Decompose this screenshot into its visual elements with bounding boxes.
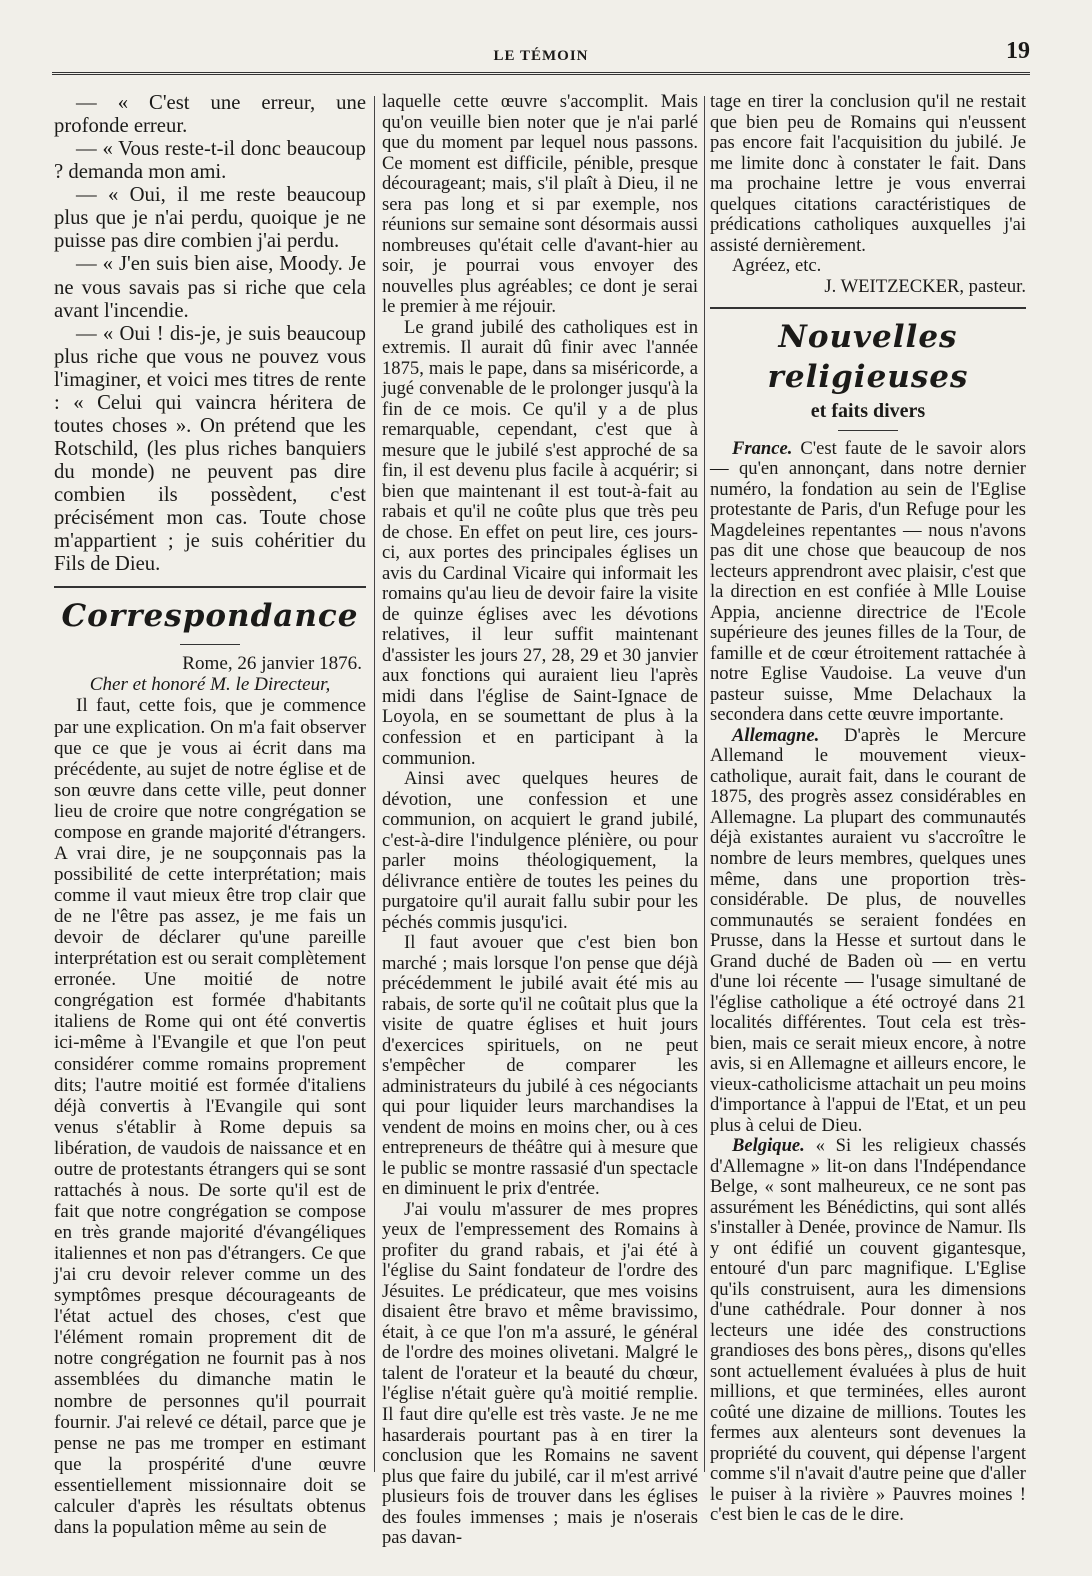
header-rule	[52, 72, 1030, 75]
letter-signature: J. WEITZECKER, pasteur.	[824, 275, 1026, 297]
news-item-allemagne	[710, 726, 1026, 1136]
column-3	[710, 92, 1026, 1526]
story-conclusion	[54, 92, 366, 576]
paragraph: Ainsi avec quelques heures de dévotion, une confession et une communion, on acquiert le grand jubilé, c'est-à-dire l'indulgence plénière, ou pour parler moins théologiquement, la délivrance entière de toutes les peines du purgatoire qu'il aurait fallu subir pour les péchés commis jusqu'ici.	[382, 768, 698, 933]
news-item-belgique	[710, 1136, 1026, 1526]
paragraph: J'ai voulu m'assurer de mes propres yeux de l'empressement des Romains à profiter du grand rabais, et j'ai été à l'église du Saint fondateur de l'ordre des Jésuites. Le prédicateur, que mes voisins disaient être bravo et même bravissimo, était, à ce que l'on m'a assuré, le général de l'ordre des moines olivetani. Malgré le talent de l'orateur et la beauté du chœur, l'église n'était guère qu'à moitié remplie. Il faut dire qu'elle est très vaste. Je ne me hasarderais pourtant pas à en tirer la conclusion que les Romains ne savent plus que faire du jubilé, car il m'est arrivé plusieurs fois de trouver dans les églises des foules immenses ; mais je n'oserais pas davan-	[382, 1198, 698, 1549]
news-text: C'est faute de le savoir alors — qu'en annonçant, dans notre dernier numéro, la fondation au sein de l'Eglise protestante de Paris, d'un Refuge pour les Magdeleines repentantes — nous n'avons pas dit une chose que beaucoup de nos lecteurs apprendront avec plaisir, c'est que la direction en est confiée à Mlle Louise Appia, ancienne directrice de l'Ecole supérieure des jeunes filles de la Tour, de famille et de cœur étroitement rattachée à notre Eglise Vaudoise. La veuve d'un pasteur suisse, Mme Delachaux la secondera dans cette œuvre importante.	[710, 437, 1026, 726]
section-heading-nouvelles: Nouvelles religieuses	[767, 319, 969, 396]
section-rule	[54, 586, 366, 588]
paragraph: — « Oui, il me reste beaucoup plus que je n'ai perdu, quoique je ne puisse pas dire combien j'ai perdu.	[54, 184, 366, 253]
country-label: Allemagne.	[732, 724, 820, 746]
country-label: Belgique.	[732, 1135, 805, 1157]
section-subheading: et faits divers	[810, 400, 926, 423]
news-text: « Si les religieux chassés d'Allemagne » lit-on dans l'Indépendance Belge, « sont malheureux, ce ne sont pas assurément les Bénédictins, qui sont allés s'installer à Denée, province de Namur. Ils y ont édifié un couvent gigantesque, entouré d'un parc magnifique. L'Eglise qu'ils construisent, aura les dimensions d'une cathédrale. Pour donner à nos lecteurs une idée des constructions grandioses des bons pères,, disons qu'elles sont actuellement évaluées à plus de huit millions, et que terminées, elles auront coûté une dizaine de millions. Toutes les fermes aux alenteurs sont devenues la propriété du couvent, qui dépense l'argent comme s'il n'avait d'autre peine que d'aller le puiser à la rivière » Pauvres moines ! c'est bien le cas de le dire.	[710, 1135, 1026, 1526]
news-text: D'après le Mercure Allemand le mouvement vieux-catholique, aurait fait, dans le courant de 1875, des progrès assez considérables en Allemagne. La plupart des communautés déjà existantes auraient vu s'accroître le nombre de leurs membres, quelques unes même, dans une proportion très-considérable. De plus, de nouvelles communautés se seraient fondées en Prusse, dans la Hesse et surtout dans le Grand duché de Baden où — en vertu d'une loi récente — l'usage simultané de l'église catholique a été octroyé dans 21 localités différentes. Tout cela est très-bien, mais ce serait mieux encore, à notre avis, si en Allemagne et ailleurs encore, le vieux-catholicisme attachait un peu moins d'importance à l'appui de l'Etat, et un peu plus à celui de Dieu.	[710, 724, 1026, 1136]
paragraph: tage en tirer la conclusion qu'il ne restait que bien peu de Romains qui n'eussent pas encore fait l'acquisition du jubilé. Je me limite donc à constater le fait. Dans ma prochaine lettre je vous enverrai quelques citations caractéristiques de prédications catholiques auxquelles j'ai assisté dernièrement.	[710, 91, 1026, 256]
paragraph: — « Oui ! dis-je, je suis beaucoup plus riche que vous ne pouvez vous l'imaginer, et voici mes titres de rente : « Celui qui vaincra héritera de toutes choses ». On prétend que les Rotschild, (les plus riches banquiers du monde) ne peuvent pas dire combien ils possèdent, c'est précisément mon cas. Toute chose m'appartient ; je suis cohéritier du Fils de Dieu.	[54, 322, 366, 576]
letter-salutation: Cher et honoré M. le Directeur,	[89, 674, 331, 696]
section-rule	[710, 307, 1026, 309]
paragraph: Le grand jubilé des catholiques est in extremis. Il aurait dû finir avec l'année 1875, mais le pape, dans sa miséricorde, a jugé convenable de le prolonger jusqu'à la fin de ce mois. Ce qu'il y a de plus remarquable, cependant, c'est que à mesure que le jubilé s'est approché de sa fin, il est devenu plus facile à acquérir; si bien que maintenant il est tout-à-fait au rabais et qu'il ne coûte plus que très peu de chose. En effet on peut lire, ces jours-ci, aux portes des principales églises un avis du Cardinal Vicaire qui informait les romains qu'au lieu de devoir faire la visite de quinze églises avec les dévotions relatives, il leur suffit maintenant d'assister les jours 27, 28, 29 et 30 janvier aux fonctions qui auraient lieu l'après midi dans l'église de Saint-Ignace de Loyola, en se soumettant de plus à la confession et en participant à la communion.	[382, 316, 698, 769]
running-title: LE TÉMOIN	[493, 48, 589, 64]
paragraph: Il faut, cette fois, que je commence par une explication. On m'a fait observer que ce que je vous ai écrit dans ma précédente, au sujet de notre église et de son œuvre dans cette ville, peut donner lieu de croire que notre congrégation se compose en grande majorité d'étrangers. A vrai dire, je ne soupçonnais pas la possibilité de cette interprétation; mais comme il vaut mieux être trop clair que de ne l'être pas assez, je me fais un devoir de déclarer qu'une pareille interprétation est ou serait complètement erronée. Une moitié de notre congrégation est formée d'habitants italiens de Rome qui ont été convertis ici-même à l'Evangile et que l'on peut considérer comme romains proprement dits; l'autre moitié est formée d'italiens déjà convertis à l'Evangile qui sont venus s'établir à Rome depuis sa libération, de vaudois de naissance et en outre de protestants étrangers qui se sont rattachés à nous. De sorte qu'il est de fait que notre congrégation se compose en très grande majorité d'évangéliques italiennes et non pas d'étrangers. Ce que j'ai cru devoir relever comme un des symptômes presque décourageants de l'état actuel des choses, c'est que l'élément romain proprement dit de notre congrégation ne fournit pas à nos assemblées du dimanche matin le nombre de personnes qu'il pourrait fournir. J'ai relevé ce détail, parce que je pense ne pas me tromper en estimant que la prospérité d'une œuvre essentiellement missionnaire doit se calculer d'après les résultats obtenus dans la population même au sein de	[54, 695, 366, 1538]
column-2	[382, 92, 698, 1549]
letter-date: Rome, 26 janvier 1876.	[182, 653, 362, 675]
paragraph: — « J'en suis bien aise, Moody. Je ne vous savais pas si riche que cela avant l'incendie.	[54, 253, 366, 322]
paragraph: — « C'est une erreur, une profonde erreur.	[54, 92, 366, 138]
column-divider-1	[374, 96, 375, 1472]
paragraph: laquelle cette œuvre s'accomplit. Mais qu'on veuille bien noter que je n'ai parlé que du moment par lequel nous passons. Ce moment est difficile, pénible, presque décourageant; mais, s'il plaît à Dieu, il ne sera pas long et si par exemple, nos réunions sur semaine sont désormais aussi nombreuses qu'était celle d'avant-hier au soir, je pourrai vous envoyer des nouvelles plus agréables; ce dont je serai le premier à me réjouir.	[382, 91, 698, 318]
letter-closing: Agréez, etc.	[732, 255, 822, 277]
section-heading-correspondance: Correspondance	[61, 598, 359, 635]
paragraph: Il faut avouer que c'est bien bon marché ; mais lorsque l'on pense que déjà précédemment le jubilé avait été mis au rabais, de sorte qu'il ne coûtait plus que la visite de quatre églises et huit jours d'exercices spirituels, on ne peut s'empêcher de comparer les administrateurs du jubilé à ces négociants qui pour liquider leurs marchandises la vendent de moins en moins cher, ou à ces entrepreneurs de théâtre qui à mesure que le public se montre rassasié d'un spectacle en diminuent le prix d'entrée.	[382, 932, 698, 1200]
short-rule	[180, 644, 240, 645]
country-label: France.	[732, 437, 793, 459]
paragraph: — « Vous reste-t-il donc beaucoup ? demanda mon ami.	[54, 138, 366, 184]
news-item-france	[710, 439, 1026, 726]
short-rule	[838, 430, 898, 431]
column-1	[54, 92, 366, 1538]
page-header	[52, 38, 1030, 74]
column-divider-2	[704, 96, 705, 1472]
page-number: 19	[1006, 38, 1030, 64]
